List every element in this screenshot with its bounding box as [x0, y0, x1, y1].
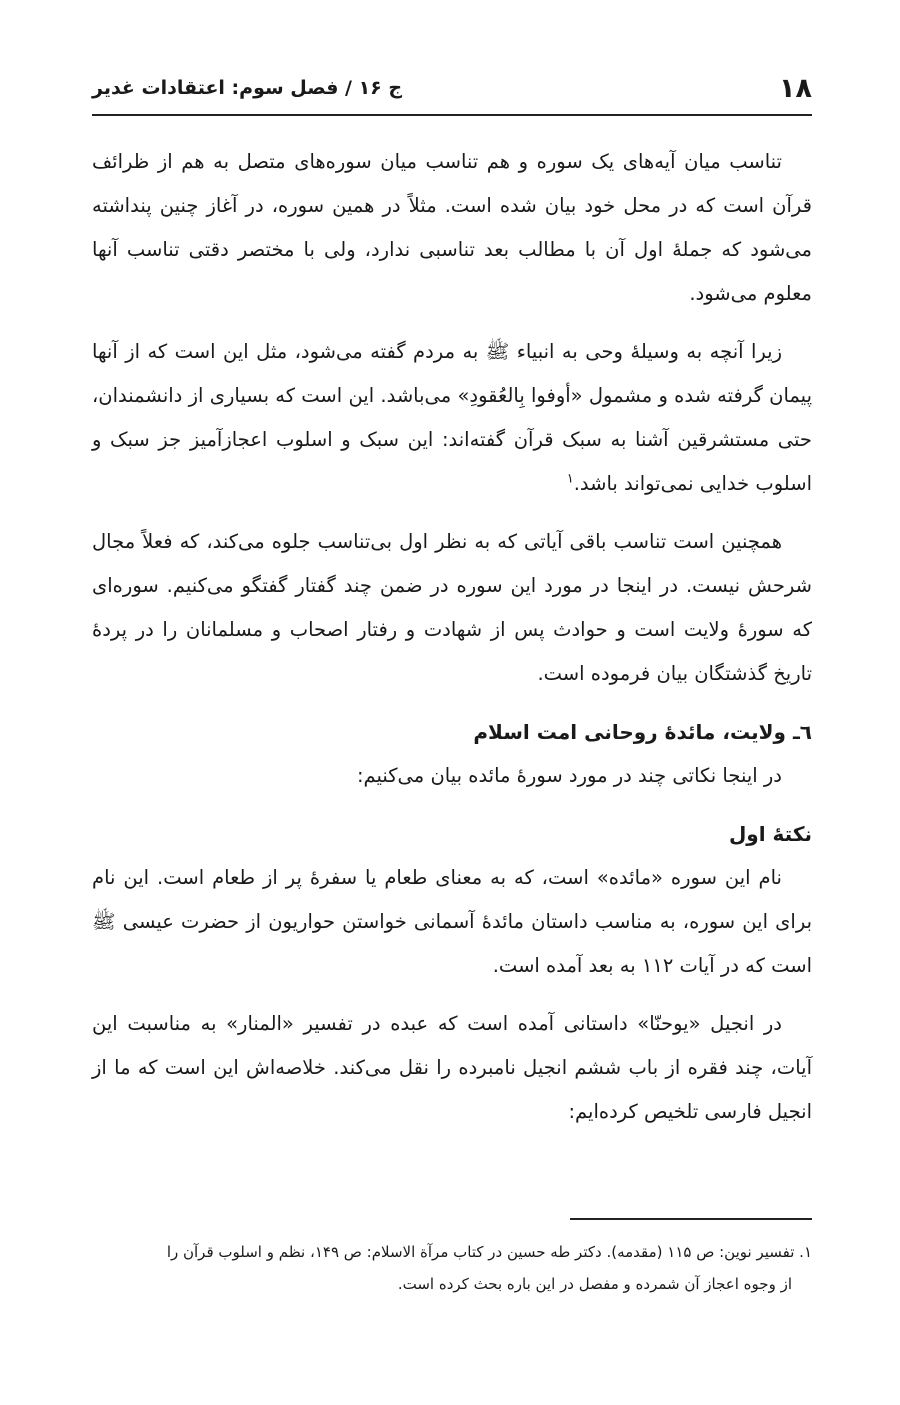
paragraph-1: تناسب میان آیه‌های یک سوره و هم تناسب میان سوره‌های متصل به هم از ظرائف قرآن است که در محل خود بیان شده است. مثلاً در همین سوره، در آغاز چنین پنداشته می‌شود که جملهٔ اول آن با مطالب بعد تناسبی ندارد، ولی با مختصر دقتی تناسب آنها معلوم می‌شود.	[92, 150, 812, 305]
paragraph-3: همچنین است تناسب باقی آیاتی که به نظر اول بی‌تناسب جلوه می‌کند، که فعلاً مجال شرحش نیست. در اینجا در مورد این سوره در ضمن چند گفتار گفتگو می‌کنیم. سوره‌ای که سورهٔ ولایت است و حوادث پس از شهادت و رفتار اصحاب و مسلمانان را در پردهٔ تاریخ گذشتگان بیان فرموده است.	[92, 530, 812, 685]
footnote-line-2: از وجوه اعجاز آن شمرده و مفصل در این باره بحث کرده است.	[397, 1275, 792, 1293]
page-header	[92, 62, 812, 116]
subsection-heading: نکتهٔ اول	[728, 822, 812, 846]
running-title: ج ۱۶ / فصل سوم: اعتقادات غدیر	[92, 77, 403, 99]
paragraph-6: در انجیل «یوحنّا» داستانی آمده است که عبده در تفسیر «المنار» به مناسبت این آیات، چند فقره از باب ششم انجیل نامبرده را نقل می‌کند. خلاصه‌اش این است که ما از انجیل فارسی تلخیص کرده‌ایم:	[92, 1012, 812, 1123]
section-heading: ٦ـ ولایت، مائدهٔ روحانی امت اسلام	[473, 720, 812, 744]
footnote	[92, 1236, 812, 1300]
footnote-reference[interactable]: ۱	[566, 471, 574, 487]
paragraph-5: نام این سوره «مائده» است، که به معنای طعام یا سفرهٔ پر از طعام است. این نام برای این سوره، به مناسب داستان مائدهٔ آسمانی خواستن حواریون از حضرت عیسی ﷺ است که در آیات ۱۱۲ به بعد آمده است.	[92, 866, 812, 977]
footnote-divider	[570, 1218, 812, 1220]
footnote-line-1: ۱. تفسیر نوین: ص ۱۱۵ (مقدمه). دکتر طه حسین در کتاب مرآة الاسلام: ص ۱۴۹، نظم و اسلوب قرآن را	[166, 1243, 812, 1261]
page-body	[92, 140, 812, 1148]
paragraph-2-text: زیرا آنچه به وسیلهٔ وحی به انبیاء ﷺ به مردم گفته می‌شود، مثل این است که از آنها پیمان گرفته شده و مشمول «أوفوا بِالعُقودِ» می‌باشد. این است که بسیاری از دانشمندان، حتی مستشرقین آشنا به سبک قرآن گفته‌اند: این سبک و اسلوب اعجازآمیز جز سبک و اسلوب خدایی نمی‌تواند باشد.	[92, 340, 812, 495]
paragraph-4: در اینجا نکاتی چند در مورد سورهٔ مائده بیان می‌کنیم:	[356, 764, 782, 787]
page-number: ۱۸	[779, 72, 812, 104]
paragraph-2	[92, 330, 812, 506]
